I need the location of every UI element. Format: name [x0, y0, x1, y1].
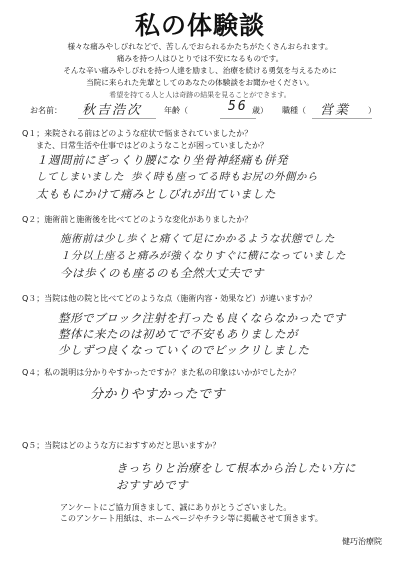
answer-line: 分かりやすかったです — [90, 387, 226, 402]
intro-line: 当院に来られた先輩としてのあなたの体験談をお聞かせください。 — [86, 78, 314, 87]
age-value: 56 — [228, 99, 248, 114]
answer-line: 少しずつ良くなっていくのでビックリしました — [58, 343, 310, 357]
footer-line: アンケートにご協力頂きまして、誠にありがとうございました。 — [60, 503, 292, 512]
answer-line: 整体に来たのは初めてで不安もありましたが — [58, 327, 298, 341]
intro-line: 希望を持てる人と人は奇跡の結果を見ることができます。 — [109, 91, 291, 99]
answer-line: きっちりと治療をして根本から治したい方に — [116, 461, 356, 475]
answer-3 — [58, 310, 346, 358]
footer-line: このアンケート用紙は、ホームページやチラシ等に掲載させて頂きます。 — [60, 514, 323, 523]
question-4 — [22, 367, 300, 379]
name-label: お名前： — [30, 106, 62, 115]
age-underline — [220, 118, 256, 119]
answer-5 — [116, 460, 356, 494]
answer-line: 整形でブロック注射を打ったも良くならなかったです — [58, 311, 346, 325]
job-label: 職種（ — [282, 106, 306, 115]
answer-1 — [36, 152, 318, 203]
answer-line: １週間前にぎっくり腰になり坐骨神経痛も併発 — [36, 153, 288, 167]
name-value: 秋吉浩次 — [82, 103, 143, 118]
intro-line: 痛みを持つ人はひとりでは不安になるものです。 — [116, 54, 284, 63]
question-1 — [22, 128, 268, 152]
question-5 — [22, 440, 220, 452]
age-suffix: 歳） — [252, 106, 268, 115]
job-underline — [312, 118, 372, 119]
question-label: Q５；当院はどのような方におすすめだと思いますか？ — [22, 441, 221, 450]
age-label: 年齢（ — [164, 106, 188, 115]
intro-line: そんな辛い痛みやしびれを持つ人達を励まし、治療を続ける勇気を与えるために — [63, 66, 337, 75]
answer-line: おすすめです — [116, 478, 189, 492]
question-2 — [22, 214, 252, 226]
question-label: Q３；当院は他の院と比べてどのような点（施術内容・効果など）が違いますか？ — [22, 294, 317, 303]
job-suffix: ） — [368, 106, 376, 115]
footer-note — [60, 502, 350, 524]
question-label: Q２；施術前と施術後を比べてどのような変化がありましたか？ — [22, 215, 253, 224]
answer-line: してしまいました 歩く時も座ってる時もお尻の外側から — [36, 171, 318, 183]
answer-line: 今は歩くのも座るのも全然大丈夫です — [60, 266, 264, 280]
answer-4 — [90, 386, 225, 403]
answer-2 — [60, 231, 346, 282]
question-label: Q４；私の説明は分かりやすかったですか？また私の印象はいかがでしたか？ — [22, 368, 301, 377]
respondent-info — [30, 101, 380, 119]
page-title: 私の体験談 — [134, 11, 265, 40]
answer-line: 太ももにかけて痛みとしびれが出ていました — [36, 187, 276, 201]
question-3 — [22, 293, 316, 305]
name-underline — [78, 118, 156, 119]
answer-line: １分以上座ると痛みが強くなりすぐに横になっていました — [60, 250, 346, 262]
intro-line: 様々な痛みやしびれなどで、苦しんでおられるかたちがたくさんおられます。 — [67, 42, 333, 51]
question-label: Q１；来院される前はどのような症状で悩まされていましたか？ — [22, 129, 253, 138]
question-sub: また、日常生活や仕事ではどのようなことが困っていましたか？ — [36, 141, 268, 150]
answer-line: 施術前は少し歩くと痛くて足にかかるような状態でした — [60, 233, 335, 245]
clinic-name: 健巧治療院 — [342, 537, 382, 546]
job-value: 営業 — [320, 103, 351, 118]
intro-text — [30, 41, 370, 101]
